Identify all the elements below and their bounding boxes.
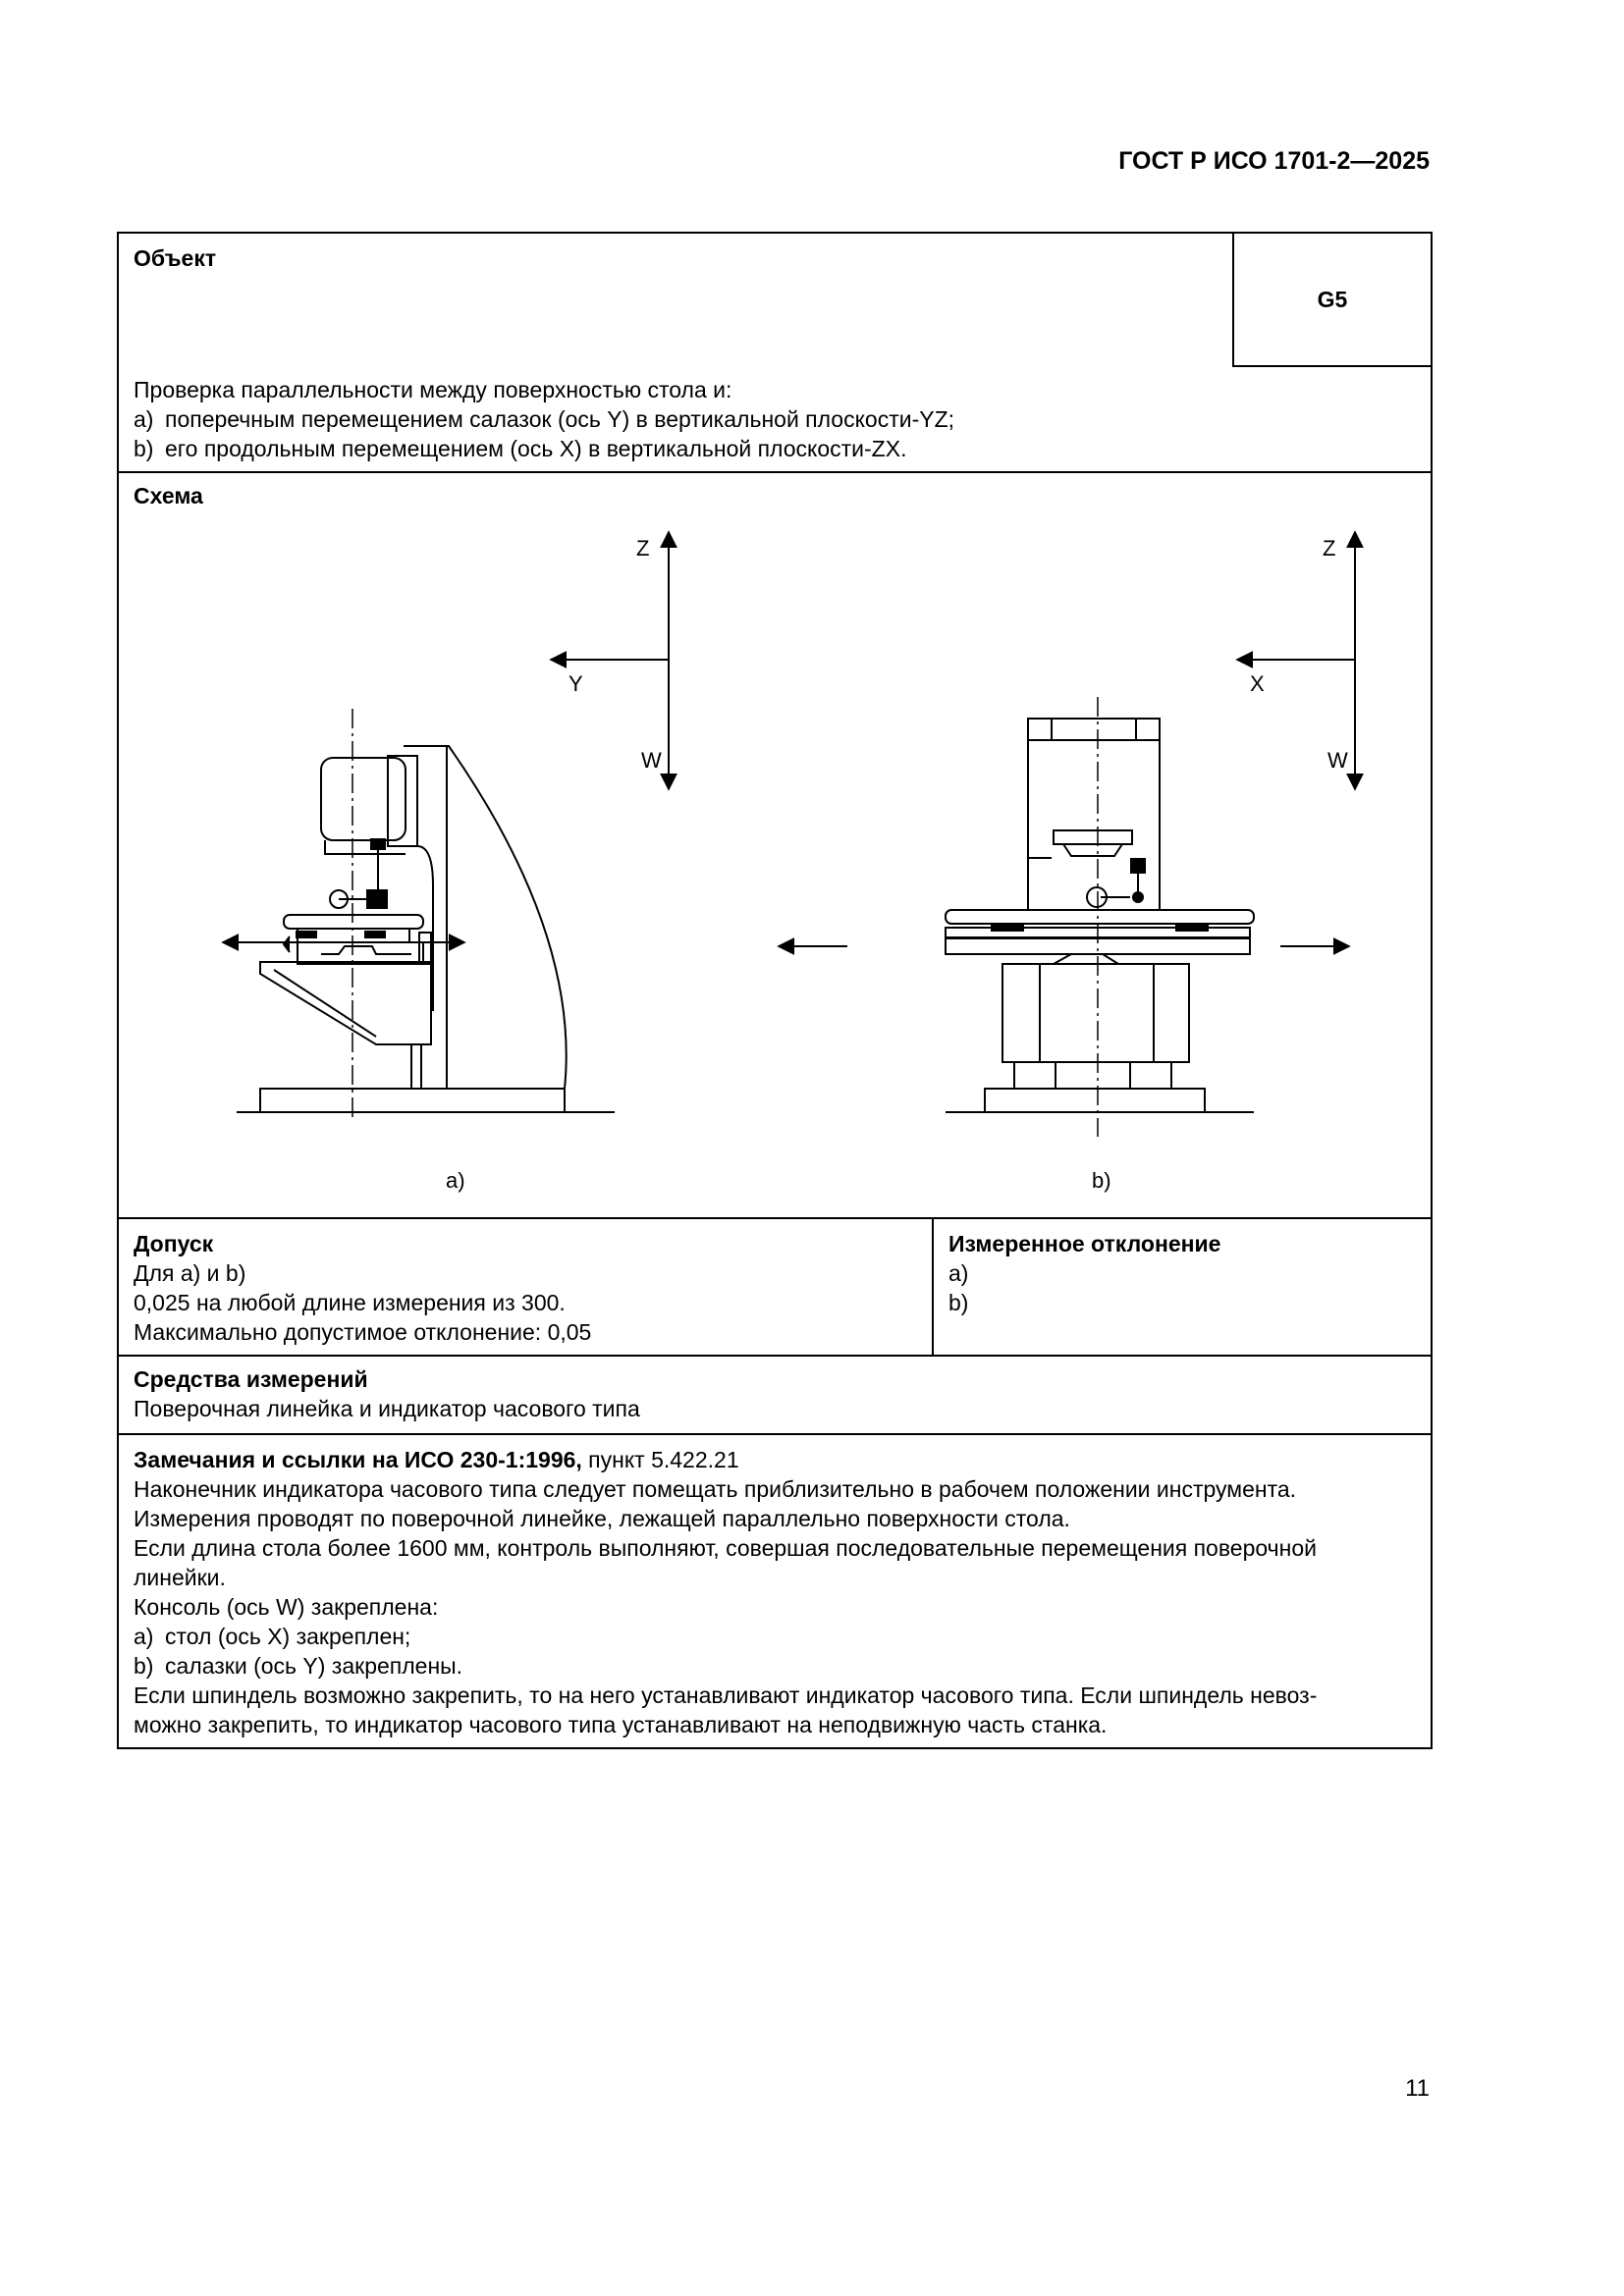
scheme-section — [119, 473, 1431, 1219]
notes-item-b: b) салазки (ось Y) закреплены. — [134, 1653, 463, 1679]
axis-label-z-right: Z — [1323, 536, 1336, 561]
page-number: 11 — [1405, 2075, 1430, 2102]
object-item-a: a) поперечным перемещением салазок (ось Y) в вертикальной плоскости-YZ; — [134, 406, 955, 432]
measured-title: Измеренное отклонение — [948, 1231, 1221, 1256]
object-intro: Проверка параллельности между поверхностью стола и: — [134, 377, 732, 402]
notes-line: Если шпиндель возможно закрепить, то на него устанавливают индикатор часового типа. Если шпиндель невоз- — [134, 1682, 1318, 1708]
tolerance-title: Допуск — [134, 1231, 214, 1256]
object-title: Объект — [134, 245, 217, 271]
notes-line: Если длина стола более 1600 мм, контроль выполняют, совершая последовательные перемещения поверочной — [134, 1535, 1317, 1561]
caption-b: b) — [1092, 1168, 1111, 1193]
test-code: G5 — [1232, 234, 1431, 367]
notes-item-a: a) стол (ось X) закреплен; — [134, 1624, 411, 1649]
notes-section — [119, 1435, 1431, 1747]
tolerance-line: 0,025 на любой длине измерения из 300. — [134, 1290, 566, 1315]
tolerance-line: Максимально допустимое отклонение: 0,05 — [134, 1319, 592, 1345]
machine-side-view — [223, 709, 615, 1121]
notes-line: линейки. — [134, 1565, 226, 1590]
tools-title: Средства измерений — [134, 1366, 368, 1392]
axis-label-x: X — [1250, 671, 1265, 696]
object-section — [119, 234, 1431, 473]
measured-line-a: a) — [948, 1260, 969, 1286]
axes-right — [1237, 532, 1355, 789]
object-item-b: b) его продольным перемещением (ось X) в вертикальной плоскости-ZX. — [134, 436, 907, 461]
measuring-tools-section — [119, 1357, 1431, 1435]
axis-label-w-left: W — [641, 748, 662, 773]
axis-label-z-left: Z — [636, 536, 650, 561]
axes-left — [551, 532, 669, 789]
tolerance-section — [119, 1219, 1431, 1357]
caption-a: a) — [446, 1168, 465, 1193]
tolerance-line: Для a) и b) — [134, 1260, 246, 1286]
machine-front-view — [779, 697, 1349, 1137]
measured-deviation-cell — [934, 1219, 1431, 1355]
notes-line: Измерения проводят по поверочной линейке, лежащей параллельно поверхности стола. — [134, 1506, 1070, 1531]
tolerance-cell — [119, 1219, 934, 1355]
notes-line: Наконечник индикатора часового типа следует помещать приблизительно в рабочем положении инструмента. — [134, 1476, 1297, 1502]
notes-line: Консоль (ось W) закреплена: — [134, 1594, 439, 1620]
test-card — [117, 232, 1433, 1749]
document-header: ГОСТ Р ИСО 1701-2—2025 — [1118, 147, 1430, 175]
scheme-drawing — [119, 473, 1431, 1217]
axis-label-w-right: W — [1327, 748, 1348, 773]
notes-heading: Замечания и ссылки на ИСО 230-1:1996, пункт 5.422.21 — [134, 1447, 739, 1472]
measured-line-b: b) — [948, 1290, 969, 1315]
scheme-title: Схема — [134, 483, 203, 508]
object-description — [134, 375, 1115, 463]
notes-line: можно закрепить, то индикатор часового типа устанавливают на неподвижную часть станка. — [134, 1712, 1108, 1737]
axis-label-y: Y — [568, 671, 583, 696]
tools-text: Поверочная линейка и индикатор часового типа — [134, 1396, 640, 1421]
